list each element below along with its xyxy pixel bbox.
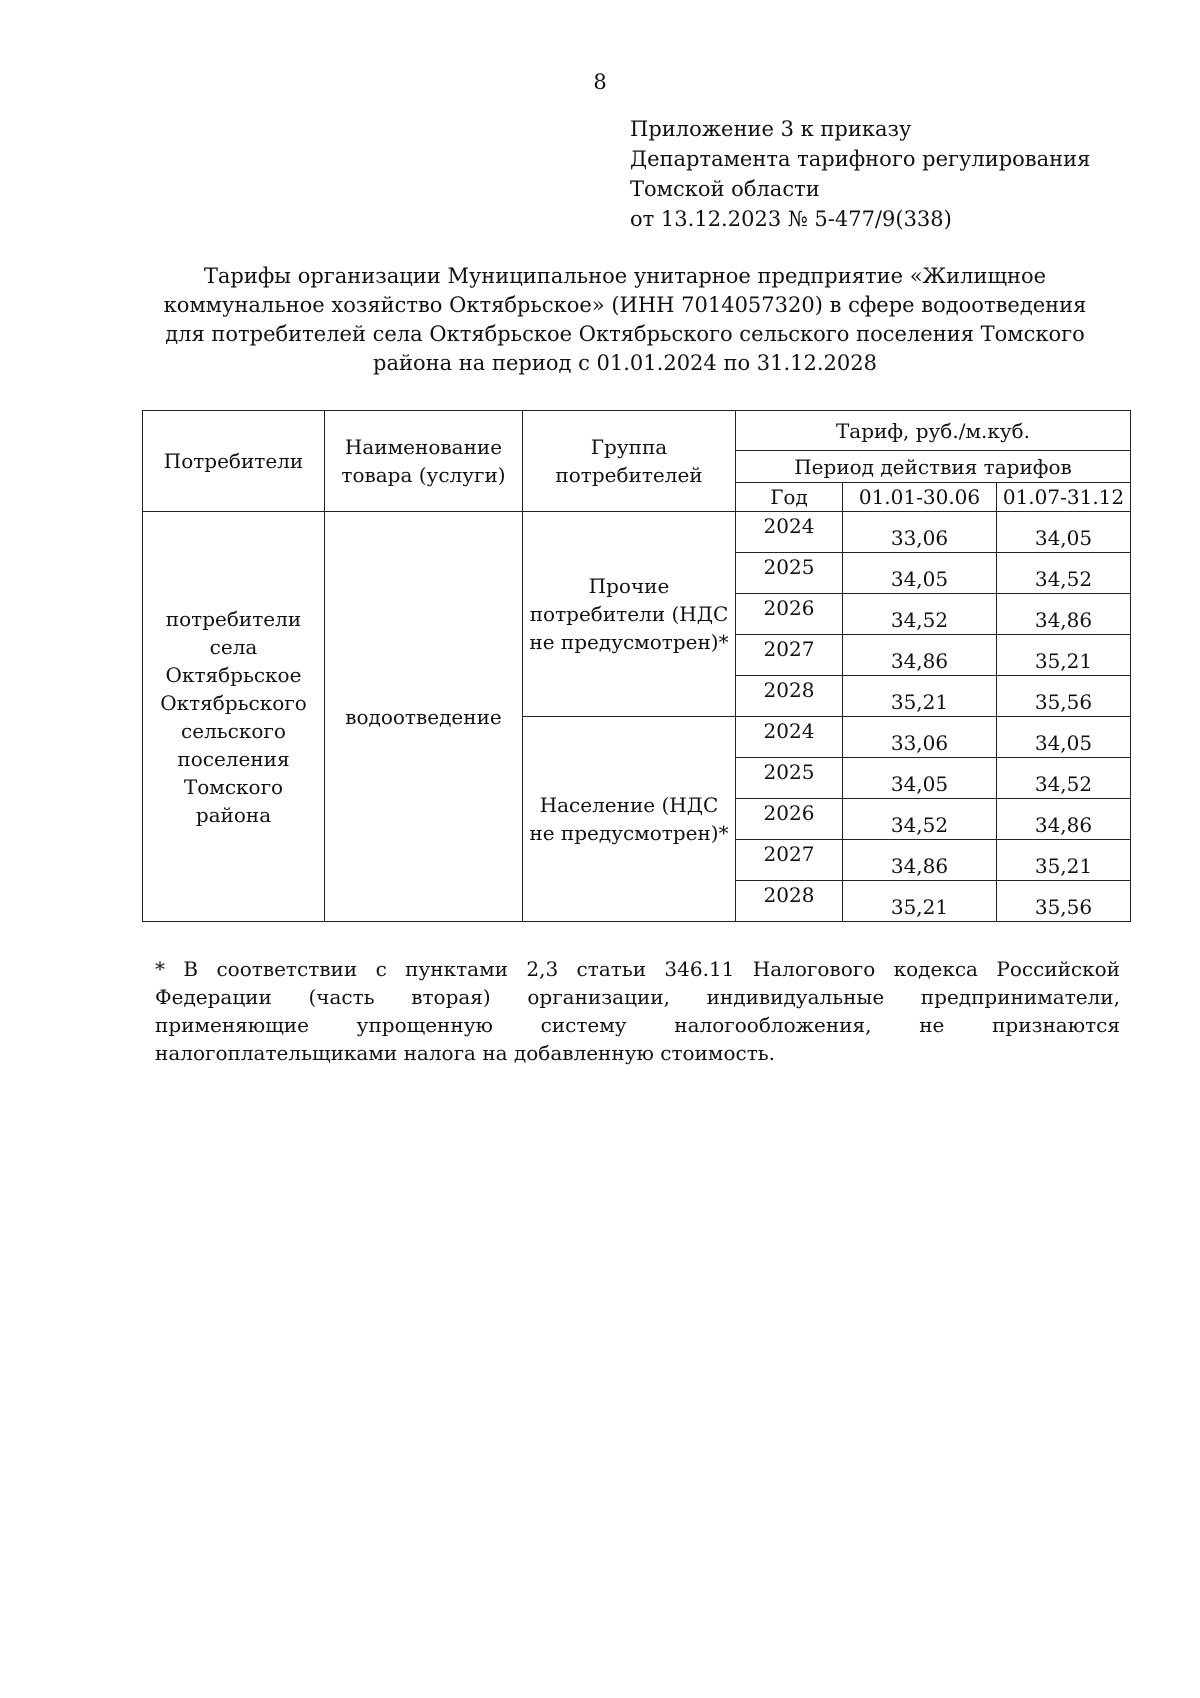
footnote: * В соответствии с пунктами 2,3 статьи 346.11 Налогового кодекса Российской Федерации (часть вторая) организации, индивидуальные предприниматели, применяющие упрощенную систему налогообложения, не признаются налогоплательщиками налога на добавленную стоимость.: [155, 957, 1120, 1065]
tariff-h1-cell: 34,05: [843, 553, 997, 594]
tariff-h1-cell: 34,05: [843, 758, 997, 799]
tariff-h1-cell: 34,52: [843, 799, 997, 840]
header-group: Группа потребителей: [523, 411, 736, 512]
tariff-h2-cell: 35,56: [997, 881, 1131, 922]
document-title: [150, 262, 1100, 378]
tariff-h2-cell: 35,21: [997, 635, 1131, 676]
tariff-h2-cell: 34,86: [997, 594, 1131, 635]
header-product: Наименование товара (услуги): [325, 411, 523, 512]
tariff-h2-cell: 34,05: [997, 512, 1131, 553]
header-tariff: Тариф, руб./м.куб.: [736, 411, 1131, 451]
appendix-line: Приложение 3 к приказу: [630, 117, 912, 141]
tariff-h1-cell: 34,86: [843, 840, 997, 881]
tariff-h2-cell: 35,21: [997, 840, 1131, 881]
header-consumers: Потребители: [143, 411, 325, 512]
year-cell: 2027: [736, 840, 843, 881]
appendix-reference: [630, 114, 1090, 234]
tariff-h2-cell: 34,05: [997, 717, 1131, 758]
page-number: 8: [593, 70, 607, 94]
year-cell: 2028: [736, 881, 843, 922]
year-cell: 2025: [736, 553, 843, 594]
tariff-h1-cell: 35,21: [843, 676, 997, 717]
header-year: Год: [736, 483, 843, 512]
appendix-line: Департамента тарифного регулирования: [630, 147, 1091, 171]
header-half1: 01.01-30.06: [843, 483, 997, 512]
appendix-line: от 13.12.2023 № 5-477/9(338): [630, 207, 952, 231]
header-period: Период действия тарифов: [736, 451, 1131, 483]
tariff-h2-cell: 34,52: [997, 553, 1131, 594]
consumers-cell: потребители села Октябрьское Октябрьского сельского поселения Томского района: [143, 512, 325, 922]
tariff-table: [142, 410, 1131, 922]
tariff-h2-cell: 34,86: [997, 799, 1131, 840]
title-line: коммунальное хозяйство Октябрьское» (ИНН 7014057320) в сфере водоотведения: [163, 293, 1087, 317]
title-line: для потребителей села Октябрьское Октябрьского сельского поселения Томского: [165, 322, 1085, 346]
product-cell: водоотведение: [325, 512, 523, 922]
appendix-line: Томской области: [630, 177, 820, 201]
tariff-h1-cell: 35,21: [843, 881, 997, 922]
group-cell: Население (НДС не предусмотрен)*: [523, 717, 736, 922]
tariff-h1-cell: 34,86: [843, 635, 997, 676]
tariff-h1-cell: 33,06: [843, 512, 997, 553]
year-cell: 2027: [736, 635, 843, 676]
header-half2: 01.07-31.12: [997, 483, 1131, 512]
table-row: [143, 512, 1131, 553]
tariff-h1-cell: 34,52: [843, 594, 997, 635]
title-line: района на период с 01.01.2024 по 31.12.2028: [373, 351, 877, 375]
tariff-h2-cell: 34,52: [997, 758, 1131, 799]
year-cell: 2024: [736, 717, 843, 758]
year-cell: 2026: [736, 594, 843, 635]
tariff-h1-cell: 33,06: [843, 717, 997, 758]
year-cell: 2026: [736, 799, 843, 840]
year-cell: 2028: [736, 676, 843, 717]
tariff-h2-cell: 35,56: [997, 676, 1131, 717]
year-cell: 2025: [736, 758, 843, 799]
group-cell: Прочие потребители (НДС не предусмотрен)*: [523, 512, 736, 717]
title-line: Тарифы организации Муниципальное унитарное предприятие «Жилищное: [203, 264, 1047, 288]
year-cell: 2024: [736, 512, 843, 553]
